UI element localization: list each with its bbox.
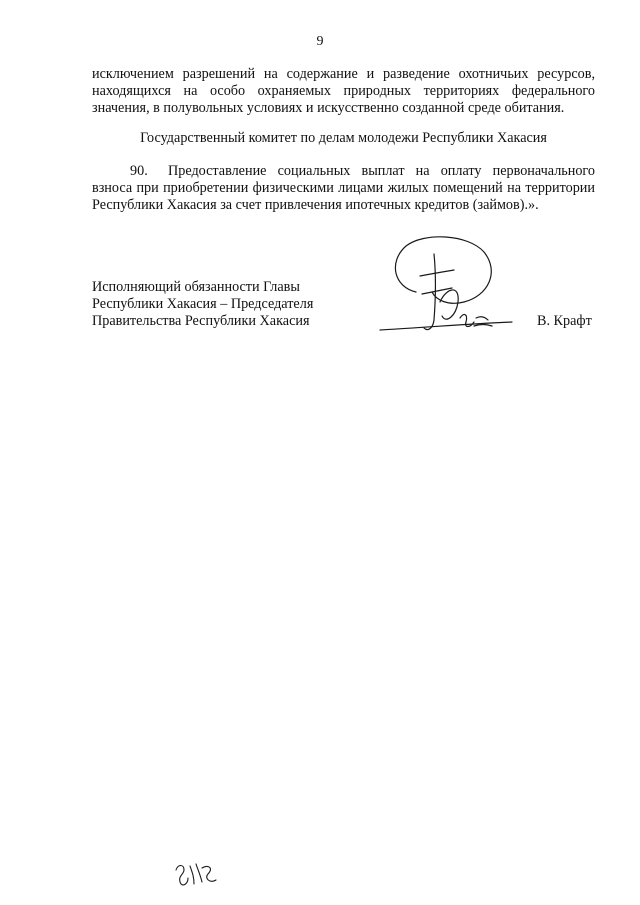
signatory-title-line: Правительства Республики Хакасия — [92, 313, 310, 329]
handwritten-initials-icon — [172, 858, 220, 890]
signer-name: В. Крафт — [537, 313, 592, 329]
list-item-90 — [92, 163, 595, 214]
list-item-text: Предоставление социальных выплат на оплату первоначального взноса при приобретении физическими лицами жилых помещений на территории Республики Хакасия за счет привлечения ипотечных кредитов (займов).». — [92, 163, 595, 213]
handwritten-signature-icon — [376, 232, 516, 344]
paragraph-continuation: исключением разрешений на содержание и разведение охотничьих ресурсов, находящихся на особо охраняемых природных территориях федерального значения, в полувольных условиях и искусственно созданной среде обитания. — [92, 66, 595, 116]
page-number: 9 — [316, 34, 324, 49]
signatory-title-line: Исполняющий обязанности Главы — [92, 279, 300, 295]
section-heading: Государственный комитет по делам молодежи Республики Хакасия — [140, 130, 547, 146]
signatory-title-line: Республики Хакасия – Председателя — [92, 296, 314, 312]
list-item-number: 90. — [130, 163, 148, 179]
signatory-title — [92, 279, 313, 330]
